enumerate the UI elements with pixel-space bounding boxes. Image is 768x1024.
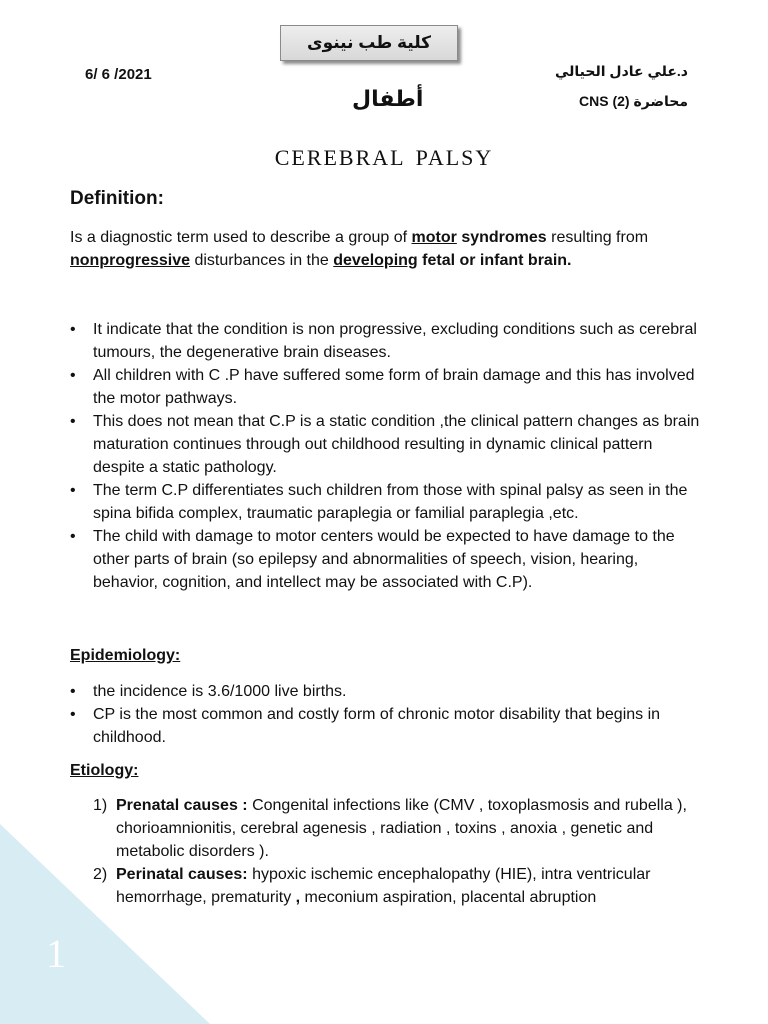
term-developing: developing bbox=[333, 252, 418, 269]
etiology-heading: Etiology: bbox=[70, 762, 139, 779]
list-item: • The term C.P differentiates such children from those with spinal palsy as seen in the spina bifida complex, traumatic paraplegia or familial paraplegia ,etc. bbox=[70, 479, 700, 525]
page-title: cerebral palsy bbox=[274, 136, 494, 172]
term-nonprogressive: nonprogressive bbox=[70, 252, 191, 269]
list-item: • This does not mean that C.P is a static condition ,the clinical pattern changes as brain maturation continues through out childhood resulting in dynamic clinical pattern despite a static pathology. bbox=[70, 410, 700, 479]
definition-heading: Definition: bbox=[70, 188, 164, 209]
item-number: 1) bbox=[93, 797, 108, 814]
epidemiology-list bbox=[70, 680, 700, 749]
cause-label: Prenatal causes : bbox=[116, 797, 248, 814]
list-item: • the incidence is 3.6/1000 live births. bbox=[70, 680, 700, 703]
cause-comma: , bbox=[295, 889, 301, 906]
etiology-list bbox=[93, 794, 693, 909]
doctor-name: د.علي عادل الحيالي bbox=[555, 63, 688, 79]
college-name: كلية طب نينوى bbox=[306, 33, 432, 52]
list-item: • CP is the most common and costly form of chronic motor disability that begins in childhood. bbox=[70, 703, 700, 749]
epidemiology-heading: Epidemiology: bbox=[70, 647, 181, 664]
lecture-number: محاضرة (2) CNS bbox=[579, 93, 688, 109]
page-number: 1 bbox=[46, 931, 66, 976]
definition-text bbox=[70, 226, 700, 272]
cause-text: Congenital infections like (CMV , toxoplasmosis and rubella ), chorioamnionitis, cerebral agenesis , radiation , toxins , anoxia , genetic and metabolic disorders ). bbox=[116, 797, 687, 860]
definition-part: resulting from bbox=[546, 229, 649, 246]
list-item: • The child with damage to motor centers would be expected to have damage to the other parts of brain (so epilepsy and abnormalities of speech, vision, hearing, behavior, cognition, and intellect may be associated with C.P). bbox=[70, 525, 700, 594]
list-item bbox=[93, 863, 693, 909]
overview-list bbox=[70, 318, 700, 594]
lecture-date: 6/ 6 /2021 bbox=[85, 66, 152, 83]
list-item: • All children with C .P have suffered some form of brain damage and this has involved the motor pathways. bbox=[70, 364, 700, 410]
term-syndromes: syndromes bbox=[461, 229, 547, 246]
definition-part: disturbances in the bbox=[190, 252, 334, 269]
subject-title: أطفال bbox=[352, 86, 424, 111]
college-label-box bbox=[280, 25, 458, 61]
item-number: 2) bbox=[93, 866, 108, 883]
cause-label: Perinatal causes: bbox=[116, 866, 248, 883]
cause-text: meconium aspiration, placental abruption bbox=[300, 889, 597, 906]
definition-part: Is a diagnostic term used to describe a group of bbox=[70, 229, 412, 246]
cause-text: hypoxic ischemic encephalopathy (HIE), intra ventricular hemorrhage, prematurity bbox=[116, 866, 651, 906]
term-fetal-brain: fetal or infant brain. bbox=[422, 252, 572, 269]
list-item bbox=[93, 794, 693, 863]
term-motor: motor bbox=[411, 229, 457, 246]
list-item: • It indicate that the condition is non progressive, excluding conditions such as cerebral tumours, the degenerative brain diseases. bbox=[70, 318, 700, 364]
